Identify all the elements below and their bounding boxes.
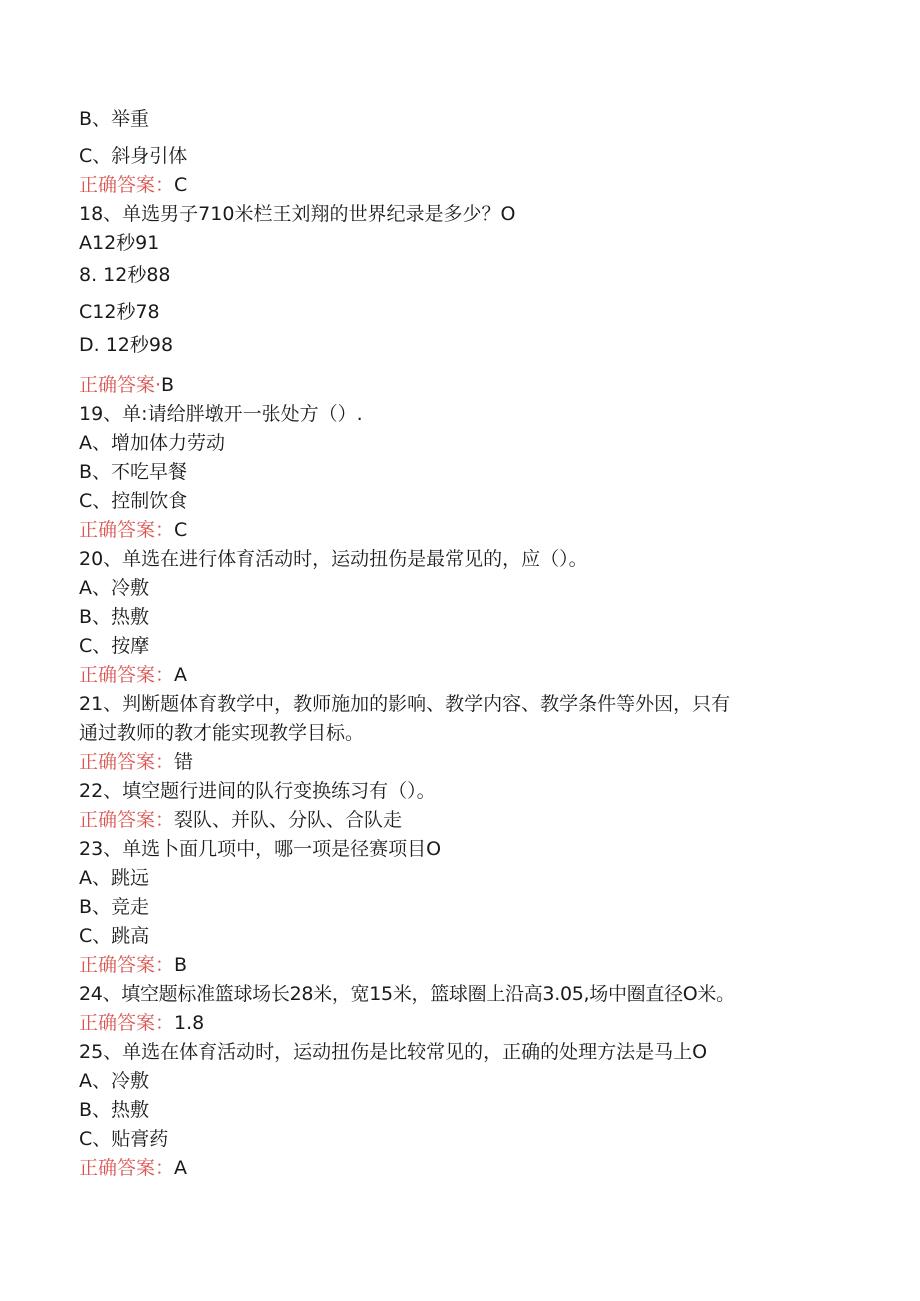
option-c-q23: C、跳高: [79, 925, 150, 947]
option-d-q18: D. 12秒98: [79, 334, 174, 356]
option-c-q18: C12秒78: [79, 301, 160, 323]
answer-q25: [79, 1156, 187, 1180]
question-23: 23、单选卜面几项中，哪一项是径赛项目O: [79, 838, 442, 860]
option-c-q19: C、控制饮食: [79, 490, 188, 512]
option-b-q17: B、举重: [79, 108, 150, 130]
option-b-q19: B、不吃早餐: [79, 461, 188, 483]
option-c-q25: C、贴膏药: [79, 1128, 169, 1150]
answer-label: 正确答案：: [79, 174, 175, 196]
answer-label: 正确答案：: [79, 809, 175, 831]
answer-value: A: [174, 1157, 188, 1179]
answer-q21: [79, 750, 193, 774]
question-21-cont: 通过教师的教才能实现教学目标。: [79, 722, 365, 744]
option-a-q23: A、跳远: [79, 867, 149, 889]
answer-value: 错: [174, 751, 194, 773]
option-b-q18: 8. 12秒88: [79, 264, 171, 286]
question-18: 18、单选男子710米栏王刘翔的世界纪录是多少？O: [79, 203, 516, 225]
question-21: 21、判断题体育教学中，教师施加的影响、教学内容、教学条件等外因，只有: [79, 693, 731, 715]
question-25: 25、单选在体育活动时，运动扭伤是比较常见的，正确的处理方法是马上O: [79, 1041, 708, 1063]
option-b-q20: B、热敷: [79, 606, 150, 628]
answer-value: 裂队、并队、分队、合队走: [174, 809, 403, 831]
answer-label: 正确答案：: [79, 954, 175, 976]
option-a-q20: A、冷敷: [79, 577, 149, 599]
answer-q17: [79, 173, 187, 197]
answer-value: B: [161, 374, 175, 396]
question-22: 22、填空题行进间的队行变换练习有（）。: [79, 780, 436, 802]
option-a-q18: A12秒91: [79, 232, 160, 254]
option-a-q25: A、冷敷: [79, 1070, 149, 1092]
answer-label: 正确答案：: [79, 664, 175, 686]
option-b-q25: B、热敷: [79, 1099, 150, 1121]
answer-q22: [79, 808, 402, 832]
answer-value: B: [174, 954, 188, 976]
question-19: 19、单:请给胖墩开一张处方（）.: [79, 403, 363, 425]
answer-q19: [79, 518, 187, 542]
answer-label: 正确答案：: [79, 751, 175, 773]
answer-value: C: [174, 174, 188, 196]
option-b-q23: B、竞走: [79, 896, 150, 918]
answer-q23: [79, 953, 187, 977]
answer-label: 正确答案·: [79, 374, 162, 396]
answer-q18: [79, 373, 174, 397]
answer-label: 正确答案：: [79, 1157, 175, 1179]
option-c-q20: C、按摩: [79, 635, 150, 657]
option-a-q19: A、增加体力劳动: [79, 432, 225, 454]
answer-label: 正确答案：: [79, 519, 175, 541]
answer-q20: [79, 663, 187, 687]
answer-value: A: [174, 664, 188, 686]
option-c-q17: C、斜身引体: [79, 145, 188, 167]
answer-value: 1.8: [174, 1012, 205, 1034]
question-20: 20、单选在进行体育活动时，运动扭伤是最常见的，应（）。: [79, 548, 588, 570]
answer-label: 正确答案：: [79, 1012, 175, 1034]
question-24: 24、填空题标准篮球场长28米，宽15米，篮球圈上沿高3.05,场中圈直径O米。: [79, 983, 735, 1005]
answer-value: C: [174, 519, 188, 541]
answer-q24: [79, 1011, 204, 1035]
